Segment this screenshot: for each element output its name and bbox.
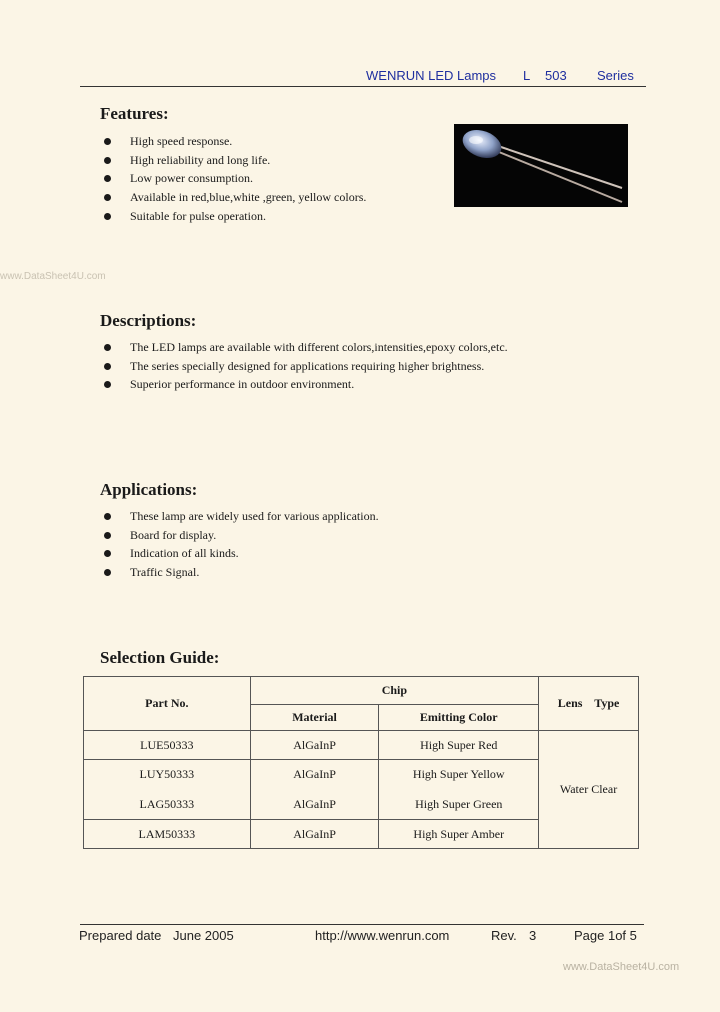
led-lamp-icon [454, 124, 628, 207]
list-item: The series specially designed for applications requiring higher brightness. [104, 357, 508, 376]
page-header [80, 68, 646, 87]
cell-color: High Super Amber [379, 820, 539, 849]
list-item: Available in red,blue,white ,green, yellow colors. [104, 188, 366, 207]
footer-rev-value: 3 [529, 928, 537, 943]
header-brand: WENRUN LED Lamps [366, 68, 497, 83]
led-lamp-photo [454, 124, 628, 207]
cell-material: AlGaInP [250, 790, 379, 820]
header-series: Series [597, 68, 634, 83]
list-item: High reliability and long life. [104, 151, 366, 170]
descriptions-title: Descriptions: [100, 311, 197, 330]
list-item: The LED lamps are available with different colors,intensities,epoxy colors,etc. [104, 338, 508, 357]
list-item: Traffic Signal. [104, 563, 379, 582]
footer-divider [80, 924, 644, 925]
applications-list [104, 507, 379, 582]
cell-color: High Super Red [379, 731, 539, 760]
table-header-row [84, 677, 639, 705]
cell-part: LUE50333 [84, 731, 251, 760]
footer-prepared-date: June 2005 [173, 928, 234, 943]
list-item: Board for display. [104, 526, 379, 545]
cell-material: AlGaInP [250, 760, 379, 790]
footer-prepared-label: Prepared date [79, 928, 162, 943]
header-material: Material [250, 705, 379, 731]
list-item: Indication of all kinds. [104, 544, 379, 563]
list-item: Superior performance in outdoor environment. [104, 375, 508, 394]
watermark-right: www.DataSheet4U.com [563, 961, 680, 973]
header-model-number: 503 [545, 68, 567, 83]
applications-title: Applications: [100, 480, 198, 499]
cell-material: AlGaInP [250, 820, 379, 849]
cell-color: High Super Yellow [379, 760, 539, 790]
footer-page-number: Page 1of 5 [574, 928, 637, 943]
footer-url-link[interactable]: http://www.wenrun.com [315, 928, 450, 943]
footer-rev-label: Rev. [491, 928, 517, 943]
cell-material: AlGaInP [250, 731, 379, 760]
list-item: Suitable for pulse operation. [104, 207, 366, 226]
list-item: These lamp are widely used for various application. [104, 507, 379, 526]
header-emitting-color: Emitting Color [379, 705, 539, 731]
cell-color: High Super Green [379, 790, 539, 820]
header-part-no: Part No. [84, 677, 251, 731]
cell-part: LAM50333 [84, 820, 251, 849]
features-list [104, 132, 366, 225]
features-title: Features: [100, 104, 169, 123]
cell-lens-value: Water Clear [539, 731, 639, 849]
selection-guide-title: Selection Guide: [100, 648, 220, 667]
cell-part: LUY50333 [84, 760, 251, 790]
header-lens-type: Lens Type [539, 677, 639, 731]
descriptions-list [104, 338, 508, 394]
table-row [84, 731, 639, 760]
list-item: High speed response. [104, 132, 366, 151]
header-model-prefix: L [523, 68, 531, 83]
watermark-left: www.DataSheet4U.com [0, 271, 106, 282]
cell-part: LAG50333 [84, 790, 251, 820]
list-item: Low power consumption. [104, 169, 366, 188]
selection-guide-table [83, 676, 639, 849]
header-chip: Chip [250, 677, 538, 705]
